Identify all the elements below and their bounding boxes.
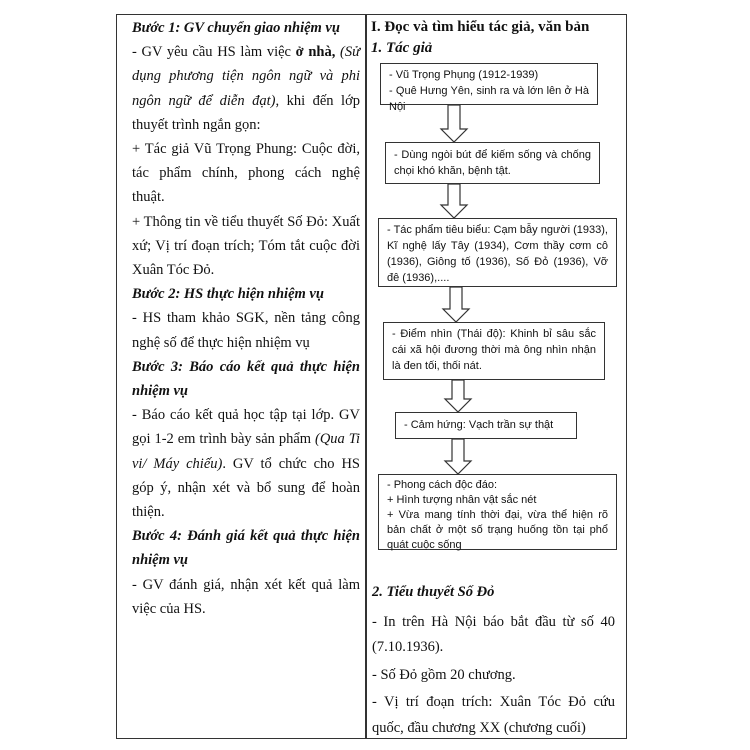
down-arrow-icon <box>441 184 467 218</box>
box-line: - Phong cách độc đáo: <box>387 479 498 491</box>
down-arrow-icon <box>445 380 471 412</box>
box-line: - Vũ Trọng Phụng (1912-1939) <box>389 69 539 81</box>
box-line: + Hình tượng nhân vật sắc nét <box>387 494 537 506</box>
box-line: - Dùng ngòi bút để kiếm sống và chống chọi khó khăn, bệnh tật. <box>394 149 591 177</box>
flow-box-biography <box>380 63 598 113</box>
flow-box-inspiration <box>395 412 577 439</box>
text: . GV tổ chức cho HS góp ý, nhận xét và bổ sung để hoàn thiện. <box>132 455 360 521</box>
bold-text: ở nhà, <box>295 44 340 61</box>
novel-item: - Vị trí đoạn trích: Xuân Tóc Đỏ cứu quốc, đầu chương XX (chương cuối) <box>372 694 615 736</box>
box-line: - Tác phẩm tiêu biểu: Cạm bẫy người (1933), Kĩ nghệ lấy Tây (1934), Cơm thầy cơm cô (1936), Giông tố (1936), Số Đỏ (1936), Vỡ đê (1936),.... <box>387 224 608 284</box>
novel-item: - In trên Hà Nội báo bắt đầu từ số 40 (7.10.1936). <box>372 613 615 655</box>
text: , khi đến lớp thuyết trình ngắn gọn: <box>132 92 360 133</box>
subheading-author: 1. Tác giả <box>371 40 433 56</box>
down-arrow-icon <box>443 287 469 322</box>
down-arrow-icon <box>445 439 471 474</box>
step4-title: Bước 4: Đánh giá kết quả thực hiện nhiệm vụ <box>132 528 360 569</box>
novel-item: - Số Đỏ gồm 20 chương. <box>372 666 516 683</box>
text: - GV yêu cầu HS làm việc <box>132 44 296 61</box>
text: - Báo cáo kết quả học tập tại lớp. GV gọi 1-2 em trình bày sản phẩm <box>132 407 360 448</box>
step1-title: Bước 1: GV chuyển giao nhiệm vụ <box>132 20 340 36</box>
novel-section <box>372 580 615 743</box>
box-line: + Vừa mang tính thời đại, vừa thể hiện rõ bản chất ở một số trạng huống tồn tại phổ quát cuộc sống <box>387 509 608 551</box>
subheading-novel: 2. Tiểu thuyết Số Đỏ <box>372 584 495 600</box>
box-line: - Điểm nhìn (Thái độ): Khinh bỉ sâu sắc cái xã hội đương thời mà ông nhìn nhận là đen tối, thối nát. <box>392 328 596 372</box>
italic-text: (Sử dụng phương tiện ngôn ngữ và phi ngôn ngữ để diễn đạt) <box>132 44 360 109</box>
flow-box-works <box>378 218 617 287</box>
flow-box-style <box>378 474 617 550</box>
step3-title: Bước 3: Báo cáo kết quả thực hiện nhiệm vụ <box>132 358 360 400</box>
section-heading: I. Đọc và tìm hiểu tác giả, văn bản <box>371 19 590 35</box>
flow-box-career <box>385 142 600 184</box>
step2-title: Bước 2: HS thực hiện nhiệm vụ <box>132 286 324 303</box>
italic-text: (Qua Ti vi/ Máy chiếu) <box>132 431 361 472</box>
step4-paragraph: - GV đánh giá, nhận xét kết quả làm việc của HS. <box>132 576 360 617</box>
box-line: - Quê Hưng Yên, sinh ra và lớn lên ở Hà Nội <box>389 85 589 113</box>
step1-item-novel: + Thông tin về tiểu thuyết Số Đỏ: Xuất xứ; Vị trí đoạn trích; Tóm tắt cuộc đời Xuân Tóc Đỏ. <box>132 213 360 279</box>
step1-item-author: + Tác giả Vũ Trọng Phung: Cuộc đời, tác phẩm chính, phong cách nghệ thuật. <box>132 141 360 206</box>
step2-paragraph: - HS tham khảo SGK, nền tảng công nghệ số để thực hiện nhiệm vụ <box>132 310 360 351</box>
box-line: - Cảm hứng: Vạch trần sự thật <box>404 419 554 431</box>
flow-box-viewpoint <box>383 322 605 380</box>
